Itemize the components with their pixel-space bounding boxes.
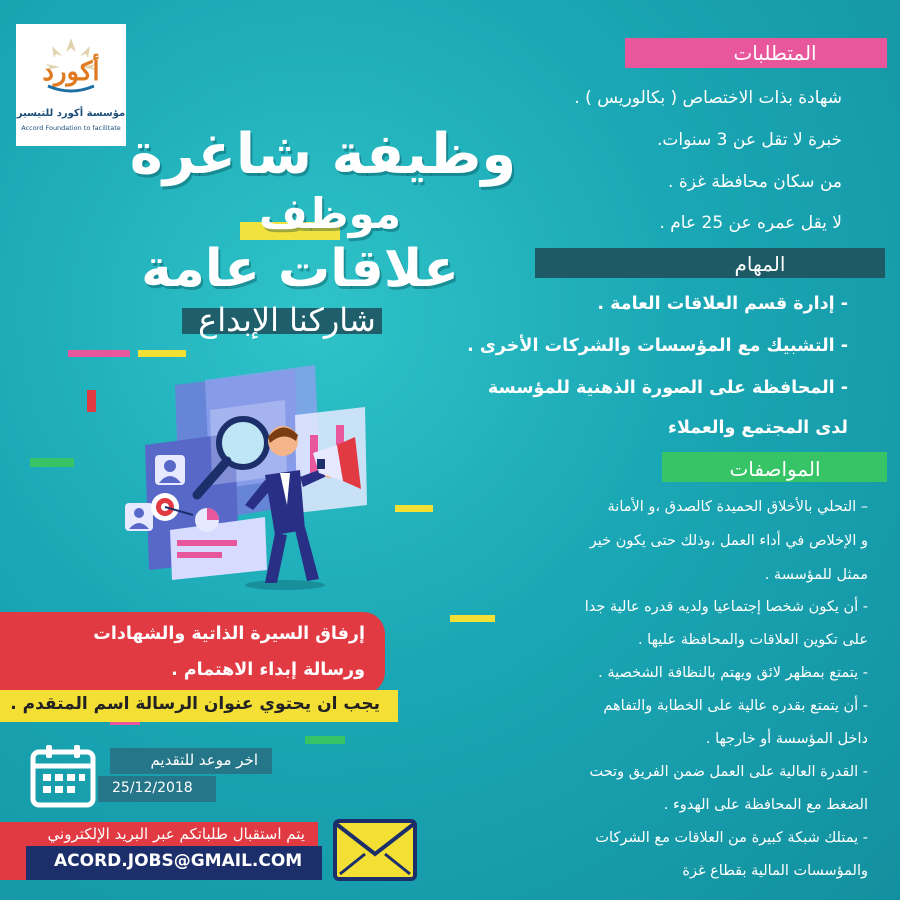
logo-mark-text: أكورد [42,57,100,87]
pie-chart-icon [195,508,219,532]
task-item-continued: لدى المجتمع والعملاء [668,418,848,438]
email-intro: يتم استقبال طلباتكم عبر البريد الإلكتروني [47,825,305,843]
task-item: - المحافظة على الصورة الذهنية للمؤسسة [487,378,848,398]
application-note: يجب ان يحتوي عنوان الرسالة اسم المتقدم . [10,694,380,714]
spec-line: والمؤسسات المالية بقطاع غزة [682,863,868,879]
slogan-text: شاركنا الإبداع [198,301,376,339]
marketing-illustration [115,355,435,590]
calendar-icon [30,744,96,808]
user-icon [125,503,153,531]
requirement-item: خبرة لا تقل عن 3 سنوات. [656,130,842,150]
decor-dash-green-2 [305,736,345,744]
foundation-logo [16,24,126,146]
spec-line: ممثل للمؤسسة . [764,567,868,583]
deadline-date: 25/12/2018 [112,780,193,796]
tasks-title: المهام [734,252,786,276]
task-item: - إدارة قسم العلاقات العامة . [597,294,848,314]
spec-line: – التحلي بالأخلاق الحميدة كالصدق ،و الأمانة [607,499,868,515]
user-icon [155,455,185,485]
spec-line: داخل المؤسسة أو خارجها . [705,731,868,747]
deadline-label: اخر موعد للتقديم [150,751,258,769]
specs-title: المواصفات [729,457,821,481]
requirement-item: من سكان محافظة غزة . [668,172,842,192]
task-item: - التشبيك مع المؤسسات والشركات الأخرى . [467,336,848,356]
vacancy-title: وظيفة شاغرة [129,122,517,187]
department-title: علاقات عامة [141,239,459,299]
requirement-item: شهادة بذات الاختصاص ( بكالوريس ) . [574,88,842,108]
requirements-title: المتطلبات [733,41,817,65]
spec-line: - يمتلك شبكة كبيرة من العلاقات مع الشركات [595,830,868,846]
logo-name-english: Accord Foundation to facilitate [21,124,121,132]
spec-line: الضغط مع المحافظة على الهدوء . [663,797,868,813]
spec-line: - القدرة العالية على العمل ضمن الفريق وتحت [589,764,868,780]
application-line: إرفاق السيرة الذاتية والشهادات [93,624,365,644]
spec-line: - أن يكون شخصا إجتماعيا ولديه قدره عالية جدا [584,599,868,615]
email-address[interactable]: ACORD.JOBS@GMAIL.COM [54,851,303,871]
spec-line: و الإخلاص في أداء العمل ،وذلك حتى يكون خير [589,533,868,549]
logo-name-arabic: مؤسسة أكورد للتيسير [16,108,126,119]
application-line: ورسالة إبداء الاهتمام . [171,660,365,680]
logo-mark-icon [38,34,104,100]
spec-line: - يتمتع بمظهر لائق ويهتم بالنظافة الشخصية . [598,665,868,681]
spec-line: على تكوين العلاقات والمحافظة عليها . [637,632,868,648]
decor-dash-green [30,458,74,467]
requirement-item: لا يقل عمره عن 25 عام . [659,213,842,233]
spec-line: - أن يتمتع بقدره عالية على الخطابة والتفاهم [603,698,868,714]
envelope-icon [332,818,418,884]
position-title: موظف [259,189,401,238]
decor-dash-yellow-3 [450,615,495,622]
decor-dash-red [87,390,96,412]
